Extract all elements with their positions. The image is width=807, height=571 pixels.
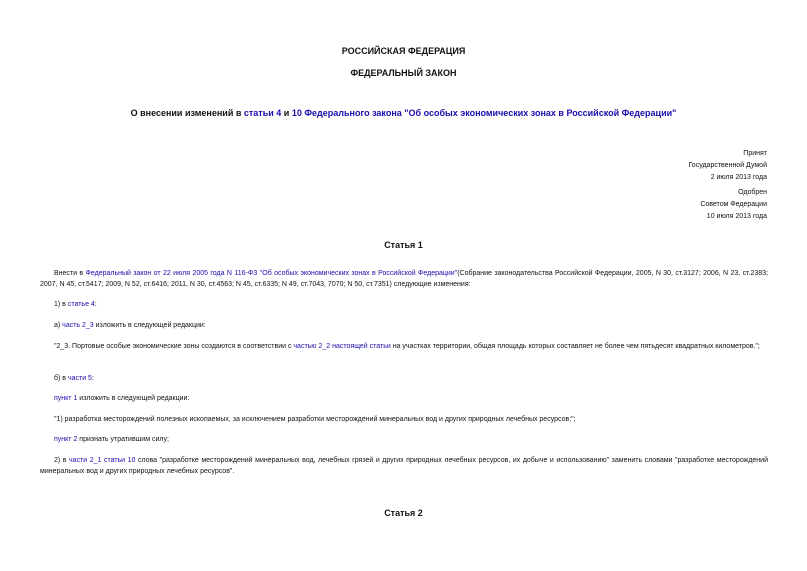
paragraph-1b: б) в части 5: (54, 375, 94, 382)
paragraph-intro: Внести в Федеральный закон от 22 июля 2005 года N 116-ФЗ "Об особых экономических зонах в Российской Федерации"(Собрание законодательства Российской Федерации, 2005, N 30, ст.3127; 2006, N 23, ст.2383; 2007, N 45, ст.5417; 2009, N 52, ст.6416; 2011, N 30, ст.4563; N 45, ст.6335; N 49, ст.7043, 7070; N 50, ст.7351) следующие изменения: (40, 270, 768, 288)
country-heading: РОССИЙСКАЯ ФЕДЕРАЦИЯ (341, 46, 466, 56)
paragraph-2: 2) в части 2_1 статьи 10 слова "разработке месторождений минеральных вод, лечебных грязей и других природных лечебных ресурсов, их добыче и использованию" заменить словами "разработке месторождений минеральных вод и других природных лечебных ресурсов". (40, 457, 768, 475)
link-part-2-1-article-10[interactable]: части 2_1 статьи 10 (69, 457, 136, 464)
link-item-2[interactable]: пункт 2 (54, 436, 78, 443)
link-article-10-law[interactable]: 10 Федерального закона "Об особых экономических зонах в Российской Федерации" (291, 108, 677, 118)
article-1-heading: Статья 1 (384, 240, 423, 250)
article-2-heading: Статья 2 (384, 508, 423, 518)
link-part-2-2[interactable]: частью 2_2 настоящей статьи (293, 343, 391, 350)
law-title: О внесении изменений в статьи 4 и 10 Федерального закона "Об особых экономических зонах в Российской Федерации" (130, 108, 677, 118)
approval-block: Одобрен Советом Федерации 10 июля 2013 года (700, 189, 767, 220)
link-article-4[interactable]: статьи 4 (243, 108, 282, 118)
link-part-2-3[interactable]: часть 2_3 (62, 322, 94, 329)
paragraph-2-3-text: "2_3. Портовые особые экономические зоны создаются в соответствии с частью 2_2 настоящей статьи на участках территории, общая площадь которых составляет не более чем пятьдесят квадратных километров."; (54, 343, 760, 350)
paragraph-item-2: пункт 2 признать утратившим силу; (54, 436, 169, 443)
paragraph-item-1-text: "1) разработка месторождений полезных ископаемых, за исключением разработки месторождений минеральных вод и других природных лечебных ресурсов;"; (54, 416, 576, 423)
link-article-4-body[interactable]: статье 4 (67, 301, 95, 308)
paragraph-item-1: пункт 1 изложить в следующей редакции: (54, 395, 190, 402)
paragraph-1: 1) в статье 4: (54, 301, 97, 308)
link-part-5[interactable]: части 5 (67, 375, 92, 382)
link-federal-law-116[interactable]: Федеральный закон от 22 июля 2005 года N 116-ФЗ "Об особых экономических зонах в Российской Федерации" (85, 270, 458, 277)
link-item-1[interactable]: пункт 1 (54, 395, 78, 402)
adoption-block: Принят Государственной Думой 2 июля 2013 года (688, 150, 767, 181)
paragraph-1a: а) часть 2_3 изложить в следующей редакции: (54, 322, 206, 329)
doc-type-heading: ФЕДЕРАЛЬНЫЙ ЗАКОН (350, 68, 457, 78)
